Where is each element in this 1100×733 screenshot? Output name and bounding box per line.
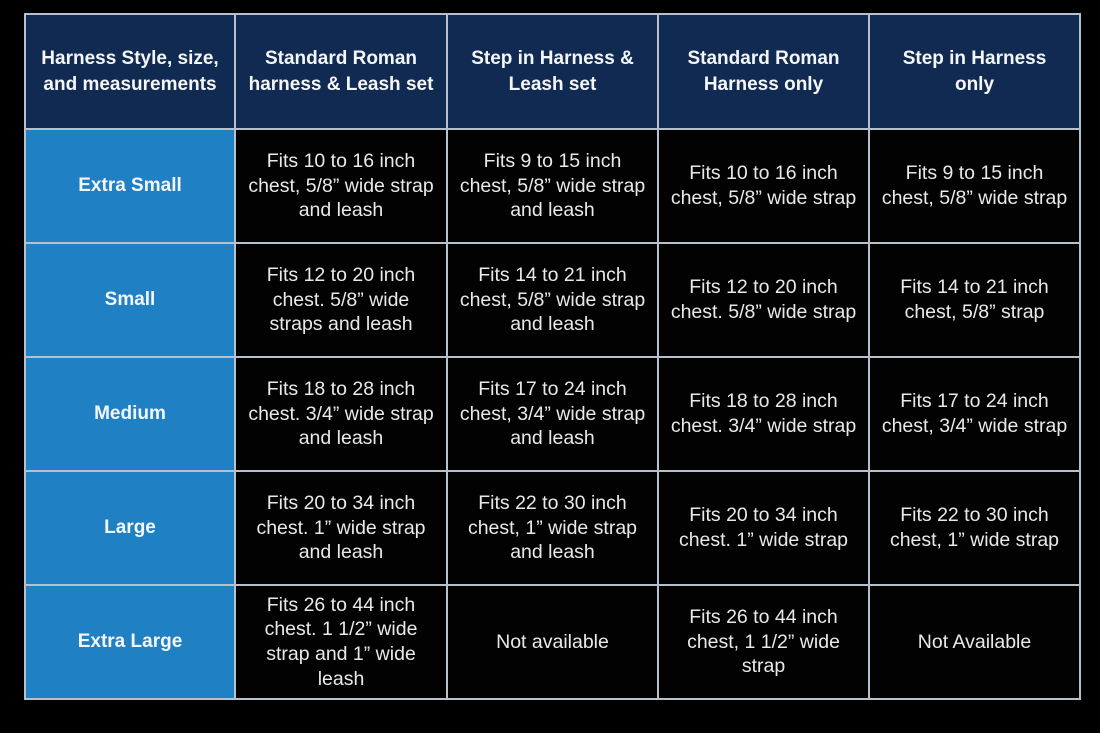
cell-s-roman-leash-set: Fits 12 to 20 inch chest. 5/8” wide straps and leash (235, 243, 447, 357)
column-header-style-size: Harness Style, size, and measurements (25, 14, 235, 129)
cell-xl-stepin-only: Not Available (869, 585, 1080, 699)
header-row (25, 14, 1080, 129)
row-label-medium: Medium (25, 357, 235, 471)
cell-m-stepin-leash-set: Fits 17 to 24 inch chest, 3/4” wide strap and leash (447, 357, 658, 471)
cell-l-roman-leash-set: Fits 20 to 34 inch chest. 1” wide strap and leash (235, 471, 447, 585)
cell-xs-stepin-leash-set: Fits 9 to 15 inch chest, 5/8” wide strap and leash (447, 129, 658, 243)
table-row-extra-small (25, 129, 1080, 243)
cell-xs-stepin-only: Fits 9 to 15 inch chest, 5/8” wide strap (869, 129, 1080, 243)
cell-l-stepin-leash-set: Fits 22 to 30 inch chest, 1” wide strap and leash (447, 471, 658, 585)
table-row-medium (25, 357, 1080, 471)
row-label-extra-large: Extra Large (25, 585, 235, 699)
cell-l-roman-only: Fits 20 to 34 inch chest. 1” wide strap (658, 471, 869, 585)
cell-s-stepin-only: Fits 14 to 21 inch chest, 5/8” strap (869, 243, 1080, 357)
column-header-roman-only: Standard Roman Harness only (658, 14, 869, 129)
cell-l-stepin-only: Fits 22 to 30 inch chest, 1” wide strap (869, 471, 1080, 585)
cell-xl-stepin-leash-set: Not available (447, 585, 658, 699)
harness-size-chart (24, 13, 1081, 700)
cell-xs-roman-leash-set: Fits 10 to 16 inch chest, 5/8” wide strap and leash (235, 129, 447, 243)
table-row-small (25, 243, 1080, 357)
table-row-extra-large (25, 585, 1080, 699)
harness-size-table (24, 13, 1081, 700)
cell-s-stepin-leash-set: Fits 14 to 21 inch chest, 5/8” wide strap and leash (447, 243, 658, 357)
cell-m-roman-only: Fits 18 to 28 inch chest. 3/4” wide strap (658, 357, 869, 471)
column-header-roman-leash-set: Standard Roman harness & Leash set (235, 14, 447, 129)
cell-m-stepin-only: Fits 17 to 24 inch chest, 3/4” wide strap (869, 357, 1080, 471)
cell-s-roman-only: Fits 12 to 20 inch chest. 5/8” wide strap (658, 243, 869, 357)
cell-xl-roman-leash-set: Fits 26 to 44 inch chest. 1 1/2” wide strap and 1” wide leash (235, 585, 447, 699)
row-label-large: Large (25, 471, 235, 585)
row-label-small: Small (25, 243, 235, 357)
cell-m-roman-leash-set: Fits 18 to 28 inch chest. 3/4” wide strap and leash (235, 357, 447, 471)
cell-xs-roman-only: Fits 10 to 16 inch chest, 5/8” wide strap (658, 129, 869, 243)
table-row-large (25, 471, 1080, 585)
cell-xl-roman-only: Fits 26 to 44 inch chest, 1 1/2” wide strap (658, 585, 869, 699)
column-header-stepin-only: Step in Harness only (869, 14, 1080, 129)
column-header-stepin-leash-set: Step in Harness & Leash set (447, 14, 658, 129)
row-label-extra-small: Extra Small (25, 129, 235, 243)
